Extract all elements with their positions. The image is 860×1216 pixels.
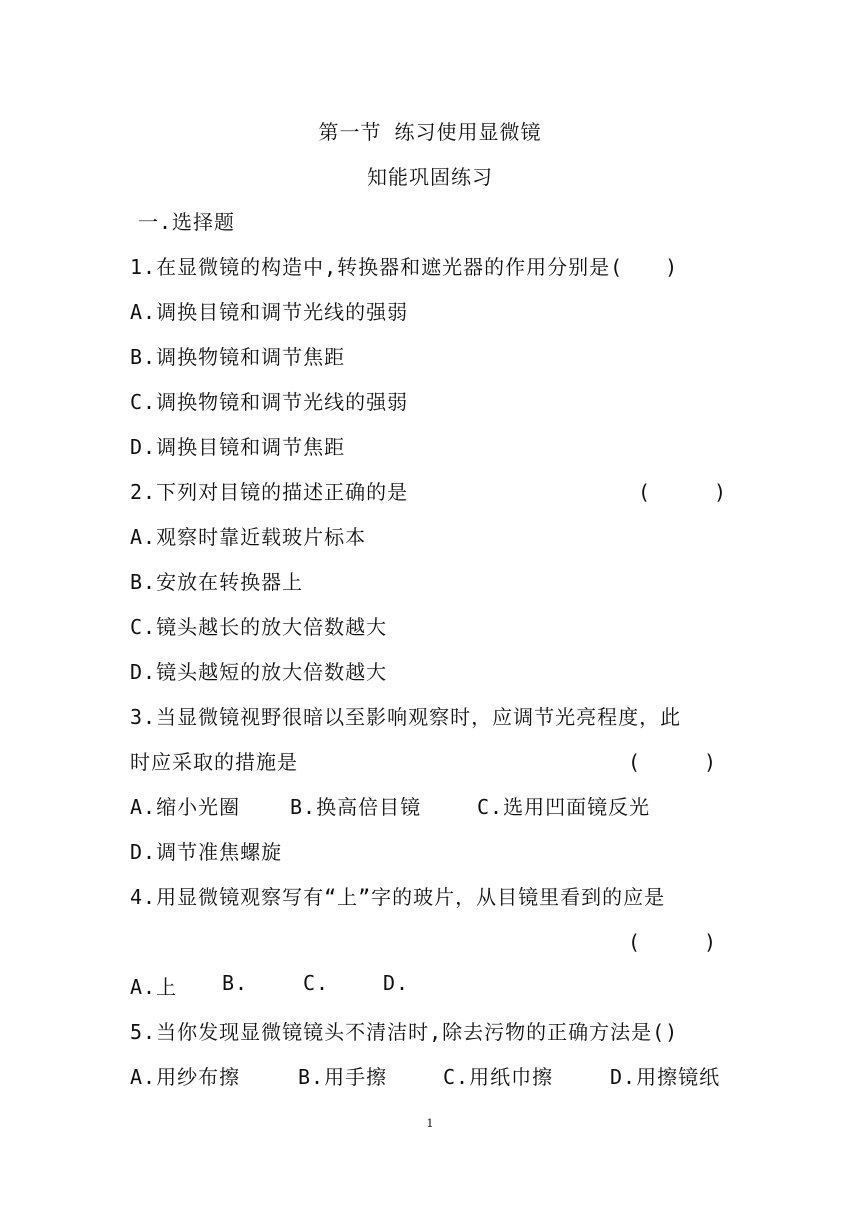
q3-stem-line1: 3.当显微镜视野很暗以至影响观察时，应调节光亮程度，此 [130,705,682,729]
q4-option-d: D. [383,971,410,995]
q3-answer-paren: ( ) [628,750,718,774]
q1-option-a: A.调换目镜和调节光线的强弱 [130,300,409,324]
q3-option-a: A.缩小光圈 [130,795,241,819]
doc-title: 第一节 练习使用显微镜 [318,120,542,144]
doc-subtitle: 知能巩固练习 [367,165,493,189]
q3-stem-line2: 时应采取的措施是 [130,750,298,774]
q4-stem: 4.用显微镜观察写有“上”字的玻片，从目镜里看到的应是 [130,885,666,909]
q4-option-a: A.上 [130,975,178,999]
q1-option-d: D.调换目镜和调节焦距 [130,435,346,459]
q4-answer-paren: ( ) [628,930,718,954]
q3-option-b: B.换高倍目镜 [290,795,422,819]
q5-option-a: A.用纱布擦 [130,1065,241,1089]
q2-option-a: A.观察时靠近载玻片标本 [130,525,367,549]
q2-stem: 2.下列对目镜的描述正确的是 [130,480,409,504]
q1-stem: 1.在显微镜的构造中,转换器和遮光器的作用分别是( ) [130,255,679,279]
q3-option-d: D.调节准焦螺旋 [130,840,283,864]
q2-option-d: D.镜头越短的放大倍数越大 [130,660,388,684]
q5-stem: 5.当你发现显微镜镜头不清洁时,除去污物的正确方法是() [130,1020,679,1044]
q3-option-c: C.选用凹面镜反光 [477,795,651,819]
q4-option-c: C. [303,971,330,995]
q1-option-c: C.调换物镜和调节光线的强弱 [130,390,409,414]
q5-option-c: C.用纸巾擦 [443,1065,554,1089]
q2-option-b: B.安放在转换器上 [130,570,304,594]
q5-option-b: B.用手擦 [298,1065,388,1089]
q2-answer-paren: ( ) [638,480,728,504]
section-heading: 一.选择题 [138,210,236,234]
q1-option-b: B.调换物镜和调节焦距 [130,345,346,369]
q4-option-b: B. [222,971,249,995]
page-number: 1 [426,1117,434,1130]
q5-option-d: D.用擦镜纸 [610,1065,721,1089]
q2-option-c: C.镜头越长的放大倍数越大 [130,615,388,639]
